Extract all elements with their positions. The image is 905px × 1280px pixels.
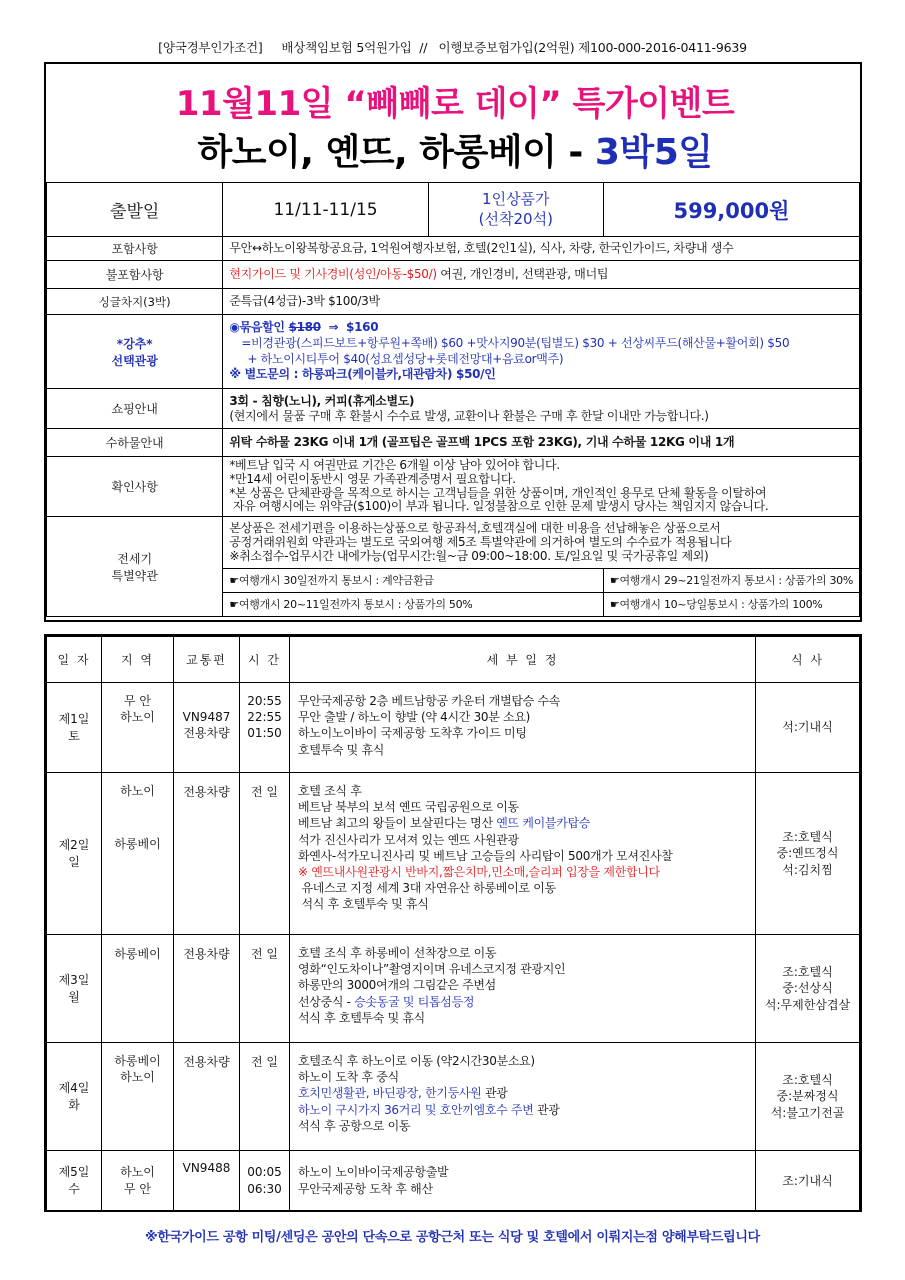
price-value: 599,000원: [603, 183, 859, 237]
single-charge-text: 준특급(4성급)-3박 $100/3박: [223, 289, 860, 315]
refund-30-days: ☛여행개시 30일전까지 통보시 : 계약금환급: [223, 569, 604, 593]
optional-tour-row: [47, 315, 860, 389]
charter-row: [47, 517, 860, 569]
region-cell: 하롱베이 하노이: [102, 1043, 174, 1151]
time-cell: 전 일: [240, 773, 290, 935]
header-region: 지 역: [102, 637, 174, 683]
charter-text: 본상품은 전세기편을 이용하는상품으로 항공좌석,호텔객실에 대한 비용을 선납해놓은 상품으로서 공정거래위원회 약관과는 별도로 국외여행 제5조 특별약관에 의거하여 별도의 수수료가 적용됩니다 ※취소접수-업무시간 내에가능(업무시간:월~금 09:00~18:00. 토/일요일 및 국가공휴일 제외): [223, 517, 860, 569]
meals-cell: 석:기내식: [756, 683, 860, 773]
itinerary-row: [47, 935, 860, 1043]
single-charge-label: 싱글차지(3박): [47, 289, 223, 315]
time-cell: 전 일: [240, 1043, 290, 1151]
day-cell: 제5일 수: [47, 1151, 102, 1211]
day-cell: 제3일 월: [47, 935, 102, 1043]
single-charge-row: [47, 289, 860, 315]
check-row: [47, 457, 860, 517]
optional-tour-label: *강추* 선택관광: [47, 315, 223, 389]
details-cell: 무안국제공항 2층 베트남항공 카운터 개별탑승 수속 무안 출발 / 하노이 향발 (약 4시간 30분 소요) 하노이노이바이 국제공항 도착후 가이드 미팅 호텔투숙 및 휴식: [290, 683, 756, 773]
details-cell: 호텔조식 후 하노이로 이동 (약2시간30분소요) 하노이 도착 후 중식 호치민생활관, 바딘광장, 한기둥사원 관광 하노이 구시가지 36거리 및 호안끼엠호수 주변 관광 석식 후 공항으로 이동: [290, 1043, 756, 1151]
meals-cell: 조:호텔식 중:분짜정식 석:불고기전골: [756, 1043, 860, 1151]
region-cell: 하노이 하롱베이: [102, 773, 174, 935]
tour-title-main: 하노이, 옌뜨, 하롱베이 -: [197, 132, 595, 173]
excluded-row: [47, 261, 860, 289]
time-cell: 20:55 22:55 01:50: [240, 683, 290, 773]
departure-row: [47, 183, 860, 237]
itinerary-row: [47, 773, 860, 935]
baggage-label: 수하물안내: [47, 429, 223, 457]
check-label: 확인사항: [47, 457, 223, 517]
itinerary-header: [47, 637, 860, 683]
event-title: 11월11일 “빼빼로 데이” 특가이벤트: [175, 84, 735, 124]
header-transport: 교통편: [174, 637, 240, 683]
optional-tour-text: ◉묶음할인 $180 ⇒ $160 =비경관광(스피드보트+항루원+쪽배) $60 +맛사지90분(팁별도) $30 + 선상씨푸드(해산물+활어회) $50 + 하노이시티투어 $40(성요셉성당+롯데전망대+음료or맥주) ※ 별도문의 : 하롱파크(케이블카,대관람차) $50/인: [223, 315, 860, 389]
included-text: 무안↔하노이왕복항공요금, 1억원여행자보험, 호텔(2인1실), 식사, 차량, 한국인가이드, 차량내 생수: [223, 237, 860, 261]
baggage-row: [47, 429, 860, 457]
meals-cell: 조:호텔식 중:선상식 석:무제한삼겹살: [756, 935, 860, 1043]
meals-cell: 조:호텔식 중:옌뜨정식 석:김치찜: [756, 773, 860, 935]
license-line: [양국경부인가조건] 배상책임보험 5억원가입 // 이행보증보험가입(2억원) 제100-000-2016-0411-9639: [158, 40, 747, 55]
time-cell: 전 일: [240, 935, 290, 1043]
refund-20-11-days: ☛여행개시 20~11일전까지 통보시 : 상품가의 50%: [223, 593, 604, 617]
itinerary-table: [46, 636, 860, 1211]
header-time: 시 간: [240, 637, 290, 683]
refund-10-0-days: ☛여행개시 10~당일통보시 : 상품가의 100%: [603, 593, 859, 617]
itinerary-row: [47, 1043, 860, 1151]
region-cell: 무 안 하노이: [102, 683, 174, 773]
details-cell: 호텔 조식 후 베트남 북부의 보석 옌뜨 국립공원으로 이동 베트남 최고의 왕들이 보살핀다는 명산 옌뜨 케이블카탑승 석가 진신사리가 모셔져 있는 옌뜨 사원관광 화옌사-석가모니진사리 및 베트남 고승들의 사리탑이 500개가 모셔진사찰 ※ 옌뜨내사원관광시 반바지,짧은치마,민소매,슬리퍼 입장을 제한합니다 유네스코 지정 세계 3대 자연유산 하롱베이로 이동 석식 후 호텔투숙 및 휴식: [290, 773, 756, 935]
tour-duration: 3박5일: [594, 132, 713, 173]
baggage-text: 위탁 수하물 23KG 이내 1개 (골프팁은 골프백 1PCS 포함 23KG), 기내 수하물 12KG 이내 1개: [223, 429, 860, 457]
meals-cell: 조:기내식: [756, 1151, 860, 1211]
details-cell: 호텔 조식 후 하롱베이 선착장으로 이동 영화“인도차이나”촬영지이며 유네스코지정 관광지인 하롱만의 3000여개의 그림같은 주변섬 선상중식 - 승솟동굴 및 티톱섬등정 석식 후 호텔투숙 및 휴식: [290, 935, 756, 1043]
departure-dates: 11/11-11/15: [223, 183, 428, 237]
shopping-text: 3회 - 침향(노니), 커피(휴게소별도) (현지에서 물품 구매 후 환불시 수수료 발생, 교환이나 환불은 구매 후 한달 이내만 가능합니다.): [223, 389, 860, 429]
excluded-text: 현지가이드 및 기사경비(성인/아동-$50/) 여권, 개인경비, 선택관광, 매너팁: [223, 261, 860, 289]
transport-cell: VN9488: [174, 1151, 240, 1211]
transport-cell: 전용차량: [174, 1043, 240, 1151]
time-cell: 00:05 06:30: [240, 1151, 290, 1211]
details-cell: 하노이 노이바이국제공항출발 무안국제공항 도착 후 해산: [290, 1151, 756, 1211]
info-table: [46, 182, 860, 617]
shopping-label: 쇼핑안내: [47, 389, 223, 429]
transport-cell: VN9487 전용차량: [174, 683, 240, 773]
itinerary-row: [47, 683, 860, 773]
transport-cell: 전용차량: [174, 773, 240, 935]
guide-notice: ※한국가이드 공항 미팅/센딩은 공안의 단속으로 공항근처 또는 식당 및 호텔에서 이뤄지는점 양해부탁드립니다: [145, 1230, 760, 1245]
included-label: 포함사항: [47, 237, 223, 261]
price-label: 1인상품가 (선착20석): [428, 183, 603, 237]
included-row: [47, 237, 860, 261]
refund-29-21-days: ☛여행개시 29~21일전까지 통보시 : 상품가의 30%: [603, 569, 859, 593]
region-cell: 하노이 무 안: [102, 1151, 174, 1211]
header-meals: 식 사: [756, 637, 860, 683]
tour-title: [46, 124, 864, 175]
region-cell: 하롱베이: [102, 935, 174, 1043]
itinerary: [44, 634, 862, 1212]
excluded-label: 불포함사항: [47, 261, 223, 289]
header-details: 세 부 일 정: [290, 637, 756, 683]
charter-label: 전세기 특별약관: [47, 517, 223, 617]
transport-cell: 전용차량: [174, 935, 240, 1043]
check-text: *베트남 입국 시 여권만료 기간은 6개월 이상 남아 있어야 합니다. *만14세 어린이동반시 영문 가족관계증명서 필요합니다. *본 상품은 단체관광을 목적으로 하시는 고객님들을 위한 상품이며, 개인적인 용무로 단체 활동을 이탈하여 자유 여행시에는 위약금($100)이 부과 됩니다. 일정불참으로 인한 문제 발생시 당사는 책임지지 않습니다.: [223, 457, 860, 517]
day-cell: 제2일 일: [47, 773, 102, 935]
product-summary: [44, 62, 862, 622]
day-cell: 제1일 토: [47, 683, 102, 773]
day-cell: 제4일 화: [47, 1043, 102, 1151]
departure-label: 출발일: [47, 183, 223, 237]
shopping-row: [47, 389, 860, 429]
itinerary-row: [47, 1151, 860, 1211]
header-day: 일 자: [47, 637, 102, 683]
